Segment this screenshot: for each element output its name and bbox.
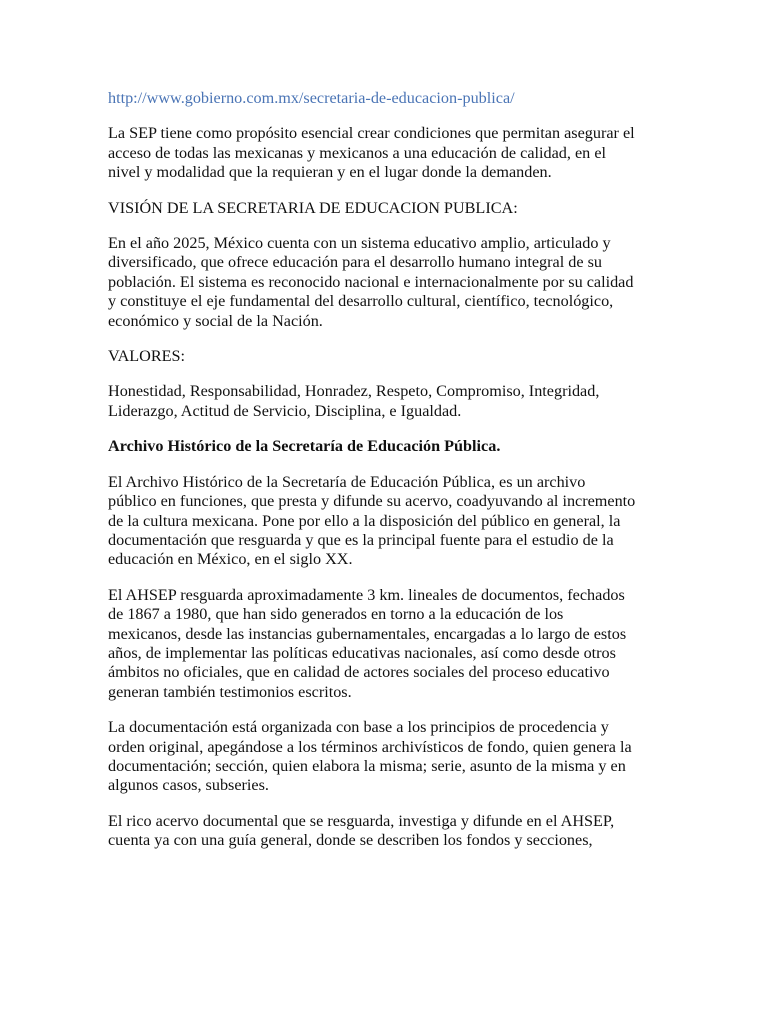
archive-heading (108, 437, 668, 456)
vision-line: y constituye el eje fundamental del desarrollo cultural, científico, tecnológico, (108, 292, 614, 311)
archive-p1-line: educación en México, en el siglo XX. (108, 550, 353, 569)
archive-p2-line: El AHSEP resguarda aproximadamente 3 km. lineales de documentos, fechados (108, 585, 625, 604)
archive-p1-line: de la cultura mexicana. Pone por ello a la disposición del público en general, la (108, 511, 621, 530)
values-line: Honestidad, Responsabilidad, Honradez, Respeto, Compromiso, Integridad, (108, 382, 600, 401)
archive-p1-line: público en funciones, que presta y difunde su acervo, coadyuvando al incremento (108, 492, 636, 511)
archive-p2-line: años, de implementar las políticas educativas nacionales, así como desde otros (108, 643, 616, 662)
source-url-link[interactable]: http://www.gobierno.com.mx/secretaria-de-educacion-publica/ (108, 89, 515, 107)
archive-p3-line: documentación; sección, quien elabora la misma; serie, asunto de la misma y en (108, 756, 626, 775)
archive-paragraph-1 (108, 473, 668, 570)
vision-line: población. El sistema es reconocido nacional e internacionalmente por su calidad (108, 272, 634, 291)
values-heading (108, 347, 668, 366)
vision-heading-text: VISIÓN DE LA SECRETARIA DE EDUCACION PUBLICA: (108, 198, 518, 217)
vision-line: En el año 2025, México cuenta con un sistema educativo amplio, articulado y (108, 234, 611, 253)
archive-p2-line: generan también testimonios escritos. (108, 682, 352, 701)
archive-p1-line: El Archivo Histórico de la Secretaría de Educación Pública, es un archivo (108, 472, 586, 491)
archive-p4-line: cuenta ya con una guía general, donde se describen los fondos y secciones, (108, 831, 593, 850)
vision-line: diversificado, que ofrece educación para el desarrollo humano integral de su (108, 253, 602, 272)
archive-paragraph-2 (108, 586, 668, 702)
values-line: Liderazgo, Actitud de Servicio, Disciplina, e Igualdad. (108, 401, 462, 420)
archive-p3-line: La documentación está organizada con base a los principios de procedencia y (108, 718, 609, 737)
archive-p2-line: de 1867 a 1980, que han sido generados en torno a la educación de los (108, 605, 564, 624)
intro-paragraph (108, 124, 668, 182)
archive-p2-line: mexicanos, desde las instancias gubernamentales, encargadas a lo largo de estos (108, 624, 627, 643)
archive-heading-text: Archivo Histórico de la Secretaría de Educación Pública. (108, 437, 501, 456)
intro-line: La SEP tiene como propósito esencial crear condiciones que permitan asegurar el (108, 124, 635, 143)
values-paragraph (108, 382, 668, 421)
archive-p4-line: El rico acervo documental que se resguarda, investiga y difunde en el AHSEP, (108, 811, 615, 830)
vision-heading (108, 199, 668, 218)
archive-paragraph-4 (108, 812, 668, 851)
intro-line: acceso de todas las mexicanas y mexicanos a una educación de calidad, en el (108, 143, 606, 162)
vision-paragraph (108, 234, 668, 331)
archive-p1-line: documentación que resguarda y que es la principal fuente para el estudio de la (108, 530, 614, 549)
archive-p3-line: orden original, apegándose a los términos archivísticos de fondo, quien genera la (108, 737, 632, 756)
archive-paragraph-3 (108, 718, 668, 796)
document-page (108, 89, 668, 867)
archive-p2-line: ámbitos no oficiales, que en calidad de actores sociales del proceso educativo (108, 663, 610, 682)
archive-p3-line: algunos casos, subseries. (108, 776, 269, 795)
intro-line: nivel y modalidad que la requieran y en el lugar donde la demanden. (108, 163, 552, 182)
values-heading-text: VALORES: (108, 347, 186, 366)
vision-line: económico y social de la Nación. (108, 311, 323, 330)
